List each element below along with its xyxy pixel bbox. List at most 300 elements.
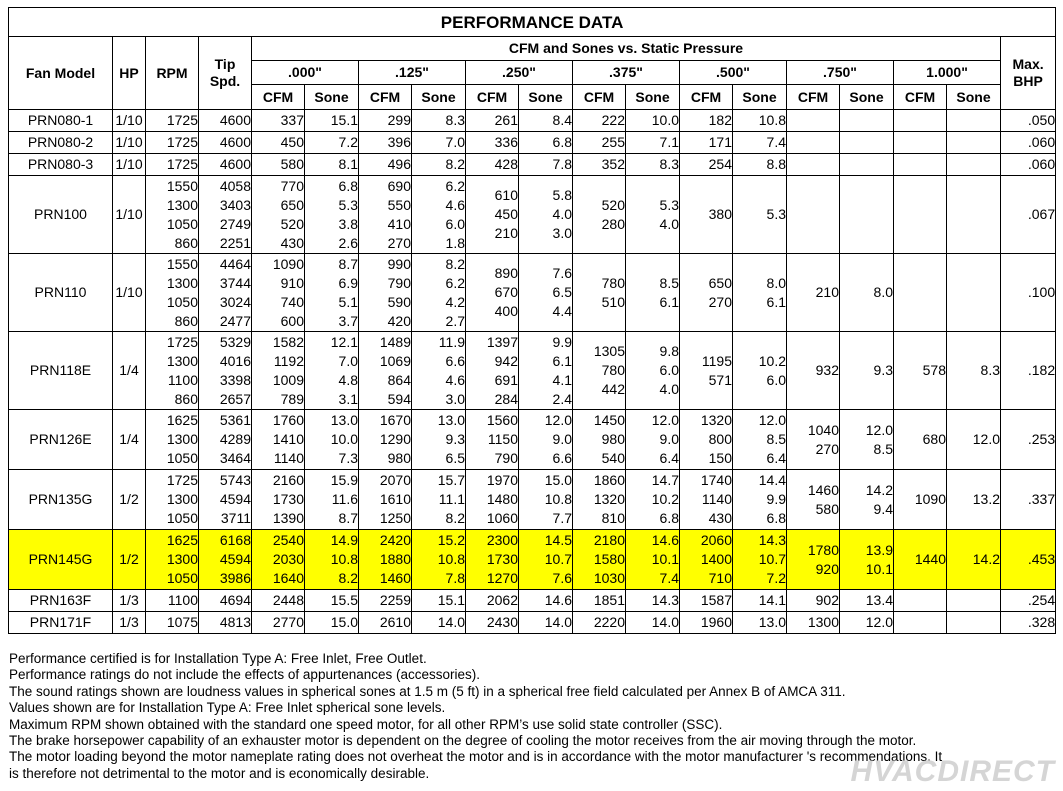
sone-cell-line: 6.8 <box>766 510 786 526</box>
tip-speed-cell-line: 6168 <box>219 532 251 548</box>
rpm-cell: 1725 <box>146 132 199 154</box>
sone-cell <box>412 470 466 530</box>
cfm-cell-line: 400 <box>494 303 518 319</box>
cfm-cell-line: 650 <box>708 274 732 291</box>
fan-model-cell: PRN126E <box>9 410 113 470</box>
sone-cell-line: 8.2 <box>445 255 465 272</box>
sone-cell-line: 4.6 <box>445 196 465 213</box>
cfm-cell-line: 420 <box>387 312 411 329</box>
sone-cell-line: 9.3 <box>445 431 465 447</box>
cfm-cell <box>359 254 412 332</box>
sone-cell: 7.0 <box>412 132 466 154</box>
fan-model-cell: PRN145G <box>9 530 113 590</box>
sone-cell-line: 3.7 <box>338 312 358 329</box>
tip-speed-header: Tip Spd. <box>199 37 252 110</box>
sone-cell-line: 13.0 <box>437 412 465 428</box>
cfm-cell <box>680 176 733 254</box>
cfm-cell <box>252 530 305 590</box>
rpm-cell <box>146 254 199 332</box>
sone-cell <box>626 176 680 254</box>
sone-cell <box>840 332 894 410</box>
sone-cell-line: 6.6 <box>552 450 572 466</box>
table-row <box>9 332 1056 410</box>
cfm-cell-line: 780 <box>601 274 625 291</box>
rpm-cell: 1100 <box>146 590 199 612</box>
cfm-header: CFM <box>359 85 412 110</box>
cfm-cell-line: 1320 <box>700 412 732 428</box>
cfm-cell-line: 1780 <box>807 541 839 558</box>
sone-cell-line: 12.0 <box>544 412 572 428</box>
cfm-cell-line: 1460 <box>379 570 411 586</box>
cfm-cell-line: 1582 <box>272 333 304 350</box>
cfm-cell-line: 800 <box>708 431 732 447</box>
cfm-cell-line: 150 <box>708 450 732 466</box>
cfm-cell-line: 1860 <box>593 472 625 488</box>
cfm-cell-line: 430 <box>708 510 732 526</box>
hp-cell: 1/3 <box>113 590 146 612</box>
cfm-cell <box>573 410 626 470</box>
sone-cell-line: 8.3 <box>980 362 1000 378</box>
sone-cell <box>840 132 894 154</box>
hp-cell: 1/10 <box>113 154 146 176</box>
cfm-cell <box>466 332 519 410</box>
table-row <box>9 590 1056 612</box>
tip-speed-cell-line: 4016 <box>219 352 251 369</box>
rpm-cell <box>146 176 199 254</box>
sone-cell: 14.3 <box>626 590 680 612</box>
sone-cell-line: 1.8 <box>445 234 465 251</box>
sone-cell <box>519 470 573 530</box>
sone-cell: 7.8 <box>519 154 573 176</box>
table-row <box>9 530 1056 590</box>
max-bhp-cell: .050 <box>1001 110 1056 132</box>
max-bhp-cell: .254 <box>1001 590 1056 612</box>
sone-cell <box>947 590 1001 612</box>
cfm-cell-line: 1410 <box>272 431 304 447</box>
cfm-cell: 902 <box>787 590 840 612</box>
cfm-cell-line: 1880 <box>379 551 411 567</box>
cfm-cell-line: 1270 <box>486 570 518 586</box>
sone-cell <box>840 110 894 132</box>
tip-speed-cell: 4600 <box>199 154 252 176</box>
sone-cell-line: 7.6 <box>552 265 572 281</box>
sone-cell <box>626 254 680 332</box>
cfm-cell <box>787 530 840 590</box>
sone-cell: 8.1 <box>305 154 359 176</box>
sone-cell <box>626 410 680 470</box>
cfm-cell-line: 210 <box>815 284 839 300</box>
cfm-cell <box>680 254 733 332</box>
cfm-cell <box>359 176 412 254</box>
sone-cell <box>519 254 573 332</box>
max-bhp-cell: .337 <box>1001 470 1056 530</box>
cfm-cell-line: 990 <box>387 255 411 272</box>
sone-header: Sone <box>947 85 1001 110</box>
cfm-cell-line: 1397 <box>486 333 518 350</box>
fan-model-cell: PRN080-3 <box>9 154 113 176</box>
sone-cell-line: 8.2 <box>338 570 358 586</box>
tip-speed-cell-line: 3398 <box>219 371 251 388</box>
cfm-cell <box>787 132 840 154</box>
table-row <box>9 110 1056 132</box>
fan-model-cell: PRN135G <box>9 470 113 530</box>
sone-cell-line: 7.8 <box>445 570 465 586</box>
sone-cell <box>305 332 359 410</box>
cfm-cell <box>894 110 947 132</box>
sone-cell-line: 5.3 <box>766 206 786 222</box>
cfm-cell-line: 1320 <box>593 491 625 507</box>
sone-cell-line: 13.0 <box>330 412 358 428</box>
cfm-cell-line: 442 <box>601 381 625 397</box>
cfm-cell-line: 1730 <box>272 491 304 507</box>
cfm-cell-line: 510 <box>601 293 625 310</box>
cfm-cell-line: 1580 <box>593 551 625 567</box>
sone-cell-line: 15.7 <box>437 472 465 488</box>
rpm-cell-line: 1625 <box>166 412 198 428</box>
table-row <box>9 132 1056 154</box>
cfm-cell-line: 270 <box>815 440 839 457</box>
cfm-cell-line: 942 <box>494 352 518 369</box>
cfm-cell-line: 2070 <box>379 472 411 488</box>
cfm-cell <box>894 132 947 154</box>
cfm-cell <box>466 254 519 332</box>
cfm-cell-line: 1640 <box>272 570 304 586</box>
cfm-cell-line: 680 <box>922 431 946 447</box>
cfm-cell: 182 <box>680 110 733 132</box>
cfm-cell-line: 1090 <box>272 255 304 272</box>
cfm-cell-line: 1140 <box>273 450 304 466</box>
cfm-cell-line: 1305 <box>593 343 625 359</box>
table-title: PERFORMANCE DATA <box>9 8 1056 37</box>
tip-speed-cell <box>199 332 252 410</box>
sone-cell-line: 3.8 <box>338 215 358 232</box>
sone-cell <box>305 410 359 470</box>
pressure-header: 1.000" <box>894 61 1001 85</box>
footnote-line: Values shown are for Installation Type A: Free Inlet spherical sone levels. <box>9 700 446 716</box>
sone-cell <box>947 332 1001 410</box>
cfm-cell-line: 790 <box>494 450 518 466</box>
sone-cell-line: 6.0 <box>766 371 786 388</box>
sone-cell-line: 4.0 <box>659 215 679 232</box>
sone-cell <box>947 176 1001 254</box>
fan-model-cell: PRN171F <box>9 612 113 634</box>
rpm-cell-line: 1625 <box>166 532 198 548</box>
pressure-header: .750" <box>787 61 894 85</box>
sone-cell <box>947 410 1001 470</box>
sone-cell-line: 4.4 <box>552 303 572 319</box>
cfm-cell <box>787 470 840 530</box>
cfm-cell-line: 380 <box>708 206 732 222</box>
sone-cell <box>947 612 1001 634</box>
sone-cell: 7.4 <box>733 132 787 154</box>
max-bhp-cell: .060 <box>1001 154 1056 176</box>
cfm-cell <box>359 530 412 590</box>
sone-cell <box>733 530 787 590</box>
sone-cell: 13.0 <box>733 612 787 634</box>
sone-cell-line: 10.8 <box>544 491 572 507</box>
sone-cell-line: 7.7 <box>552 510 572 526</box>
cfm-cell <box>894 332 947 410</box>
cfm-cell-line: 1730 <box>486 551 518 567</box>
sone-cell-line: 8.2 <box>445 510 465 526</box>
cfm-cell <box>787 254 840 332</box>
cfm-cell-line: 980 <box>387 450 411 466</box>
sone-cell-line: 12.0 <box>758 412 786 428</box>
sone-cell <box>412 410 466 470</box>
cfm-cell <box>466 176 519 254</box>
footnote-line: The brake horsepower capability of an exhauster motor is dependent on the degree of cooling the motor receives from the air moving through the motor. <box>9 733 917 749</box>
sone-cell-line: 13.9 <box>865 541 893 558</box>
cfm-cell-line: 450 <box>494 206 518 222</box>
cfm-cell-line: 571 <box>708 371 732 388</box>
hp-cell: 1/2 <box>113 530 146 590</box>
sone-header: Sone <box>733 85 787 110</box>
sone-cell-line: 9.0 <box>552 431 572 447</box>
sone-cell <box>947 254 1001 332</box>
cfm-cell-line: 790 <box>387 274 411 291</box>
cfm-cell-line: 1760 <box>272 412 304 428</box>
table-row <box>9 176 1056 254</box>
sone-cell-line: 8.7 <box>338 255 358 272</box>
sone-cell-line: 10.2 <box>758 352 786 369</box>
sone-cell-line: 14.6 <box>651 532 679 548</box>
cfm-cell-line: 691 <box>494 371 518 388</box>
cfm-cell-line: 1250 <box>379 510 411 526</box>
rpm-header: RPM <box>146 37 199 110</box>
sone-cell-line: 3.0 <box>445 390 465 407</box>
sone-cell <box>947 132 1001 154</box>
cfm-cell <box>894 410 947 470</box>
cfm-cell: 254 <box>680 154 733 176</box>
cfm-cell <box>359 332 412 410</box>
sone-cell-line: 10.1 <box>865 560 893 577</box>
sone-cell: 7.1 <box>626 132 680 154</box>
tip-speed-cell-line: 4289 <box>219 431 251 447</box>
sone-cell-line: 6.4 <box>766 450 786 466</box>
sone-cell-line: 9.4 <box>873 500 893 517</box>
sone-header: Sone <box>305 85 359 110</box>
cfm-cell <box>573 530 626 590</box>
cfm-cell: 261 <box>466 110 519 132</box>
cfm-cell-line: 270 <box>708 293 732 310</box>
cfm-cell-line: 284 <box>494 390 518 407</box>
hp-cell: 1/2 <box>113 470 146 530</box>
hp-cell: 1/10 <box>113 132 146 154</box>
tip-speed-cell-line: 3403 <box>219 196 251 213</box>
sone-cell <box>733 176 787 254</box>
tip-speed-cell <box>199 470 252 530</box>
sone-cell: 15.5 <box>305 590 359 612</box>
cfm-cell-line: 520 <box>601 196 625 213</box>
hp-cell: 1/4 <box>113 410 146 470</box>
rpm-cell-line: 1050 <box>166 570 198 586</box>
cfm-cell-line: 810 <box>601 510 625 526</box>
cfm-cell-line: 920 <box>815 560 839 577</box>
tip-speed-cell <box>199 530 252 590</box>
sone-cell-line: 6.1 <box>659 293 679 310</box>
cfm-cell-line: 210 <box>494 225 518 241</box>
sone-cell-line: 5.3 <box>659 196 679 213</box>
cfm-cell: 428 <box>466 154 519 176</box>
cfm-cell-line: 1009 <box>272 371 304 388</box>
sone-cell-line: 9.0 <box>659 431 679 447</box>
sone-cell-line: 10.2 <box>651 491 679 507</box>
sone-cell-line: 8.0 <box>766 274 786 291</box>
cfm-header: CFM <box>466 85 519 110</box>
sone-cell <box>412 176 466 254</box>
sone-cell <box>626 470 680 530</box>
cfm-header: CFM <box>680 85 733 110</box>
cfm-cell-line: 430 <box>280 234 304 251</box>
sone-cell-line: 14.9 <box>330 532 358 548</box>
cfm-cell-line: 1740 <box>700 472 732 488</box>
sone-cell-line: 3.0 <box>552 225 572 241</box>
tip-speed-cell-line: 3024 <box>219 293 251 310</box>
cfm-cell: 352 <box>573 154 626 176</box>
rpm-cell-line: 860 <box>174 234 198 251</box>
sone-cell-line: 6.8 <box>338 177 358 194</box>
sone-cell <box>519 530 573 590</box>
sone-cell-line: 4.2 <box>445 293 465 310</box>
tip-speed-cell <box>199 254 252 332</box>
cfm-cell-line: 2030 <box>272 551 304 567</box>
cfm-cell-line: 1195 <box>701 352 732 369</box>
sone-cell-line: 8.7 <box>338 510 358 526</box>
cfm-cell: 1960 <box>680 612 733 634</box>
sone-cell <box>733 332 787 410</box>
footnote-line: The sound ratings shown are loudness values in spherical sones at 1.5 m (5 ft) in a spherical free field calculated per Annex B of AMCA 311. <box>9 683 846 699</box>
cfm-cell-line: 1060 <box>486 510 518 526</box>
sone-cell-line: 5.1 <box>338 293 358 310</box>
tip-speed-cell: 4600 <box>199 110 252 132</box>
cfm-cell: 2259 <box>359 590 412 612</box>
sone-cell-line: 12.1 <box>330 333 358 350</box>
cfm-cell-line: 578 <box>922 362 946 378</box>
sone-header: Sone <box>519 85 573 110</box>
cfm-cell: 1851 <box>573 590 626 612</box>
cfm-cell-line: 910 <box>280 274 304 291</box>
tip-speed-cell-line: 2657 <box>219 390 251 407</box>
max-bhp-cell: .328 <box>1001 612 1056 634</box>
cfm-cell <box>252 254 305 332</box>
cfm-cell-line: 520 <box>280 215 304 232</box>
tip-speed-cell: 4813 <box>199 612 252 634</box>
sone-cell-line: 6.0 <box>445 215 465 232</box>
cfm-cell <box>894 254 947 332</box>
max-bhp-cell: .182 <box>1001 332 1056 410</box>
cfm-cell-line: 550 <box>387 196 411 213</box>
sone-cell <box>733 254 787 332</box>
cfm-cell <box>573 332 626 410</box>
sone-cell-line: 14.2 <box>972 551 1000 567</box>
rpm-cell-line: 1550 <box>166 255 198 272</box>
max-bhp-cell: .453 <box>1001 530 1056 590</box>
tip-speed-cell-line: 2251 <box>219 234 251 251</box>
cfm-cell-line: 1610 <box>379 491 411 507</box>
cfm-cell: 1587 <box>680 590 733 612</box>
sone-cell: 14.0 <box>412 612 466 634</box>
watermark-logo: HVACDIRECT <box>850 755 1055 788</box>
sone-cell-line: 9.3 <box>873 362 893 378</box>
max-bhp-cell: .253 <box>1001 410 1056 470</box>
cfm-cell-line: 1970 <box>486 472 518 488</box>
rpm-cell-line: 1300 <box>166 491 198 507</box>
cfm-cell-line: 740 <box>280 293 304 310</box>
cfm-cell-line: 2160 <box>272 472 304 488</box>
sone-cell: 7.2 <box>305 132 359 154</box>
cfm-cell <box>466 410 519 470</box>
tip-speed-cell-line: 4464 <box>219 255 251 272</box>
sone-cell-line: 6.2 <box>445 177 465 194</box>
rpm-cell-line: 1300 <box>166 196 198 213</box>
sone-cell <box>412 332 466 410</box>
cfm-cell-line: 600 <box>280 312 304 329</box>
pressure-header: .375" <box>573 61 680 85</box>
sone-cell: 15.0 <box>305 612 359 634</box>
cfm-cell-line: 2060 <box>700 532 732 548</box>
cfm-cell-line: 2180 <box>593 532 625 548</box>
cfm-cell-line: 2420 <box>379 532 411 548</box>
sone-cell-line: 10.0 <box>330 431 358 447</box>
sone-cell-line: 3.1 <box>338 390 358 407</box>
cfm-cell-line: 2300 <box>486 532 518 548</box>
fan-model-cell: PRN118E <box>9 332 113 410</box>
cfm-cell-line: 1069 <box>379 352 411 369</box>
cfm-cell-line: 1560 <box>486 412 518 428</box>
sone-cell-line: 12.0 <box>651 412 679 428</box>
rpm-cell-line: 1100 <box>167 371 198 388</box>
sone-cell-line: 6.1 <box>552 352 572 369</box>
cfm-cell-line: 932 <box>815 362 839 378</box>
sone-cell-line: 4.8 <box>338 371 358 388</box>
sone-cell-line: 2.7 <box>445 312 465 329</box>
cfm-cell: 1300 <box>787 612 840 634</box>
max-bhp-cell: .100 <box>1001 254 1056 332</box>
cfm-cell <box>894 470 947 530</box>
sone-cell: 8.8 <box>733 154 787 176</box>
cfm-cell: 450 <box>252 132 305 154</box>
sone-cell-line: 15.9 <box>330 472 358 488</box>
hp-cell: 1/10 <box>113 254 146 332</box>
sone-cell-line: 2.4 <box>552 390 572 407</box>
sone-cell <box>840 254 894 332</box>
sone-cell-line: 7.6 <box>552 570 572 586</box>
cfm-cell-line: 280 <box>601 215 625 232</box>
cfm-cell <box>680 470 733 530</box>
table-row <box>9 410 1056 470</box>
cfm-cell: 2062 <box>466 590 519 612</box>
rpm-cell-line: 1300 <box>166 551 198 567</box>
rpm-cell-line: 860 <box>174 390 198 407</box>
cfm-cell-line: 1140 <box>701 491 732 507</box>
cfm-cell <box>252 176 305 254</box>
sone-cell-line: 6.9 <box>338 274 358 291</box>
hp-header: HP <box>113 37 146 110</box>
tip-speed-cell-line: 2477 <box>219 312 251 329</box>
sone-cell-line: 10.8 <box>437 551 465 567</box>
cfm-cell-line: 1090 <box>914 491 946 507</box>
sone-cell-line: 6.8 <box>659 510 679 526</box>
rpm-cell-line: 1050 <box>166 450 198 466</box>
cfm-cell: 2430 <box>466 612 519 634</box>
tip-speed-cell-line: 2749 <box>219 215 251 232</box>
sone-cell-line: 7.2 <box>766 570 786 586</box>
rpm-cell-line: 1300 <box>166 274 198 291</box>
tip-speed-cell <box>199 410 252 470</box>
sone-cell <box>840 530 894 590</box>
cfm-cell <box>359 410 412 470</box>
sone-cell: 14.1 <box>733 590 787 612</box>
